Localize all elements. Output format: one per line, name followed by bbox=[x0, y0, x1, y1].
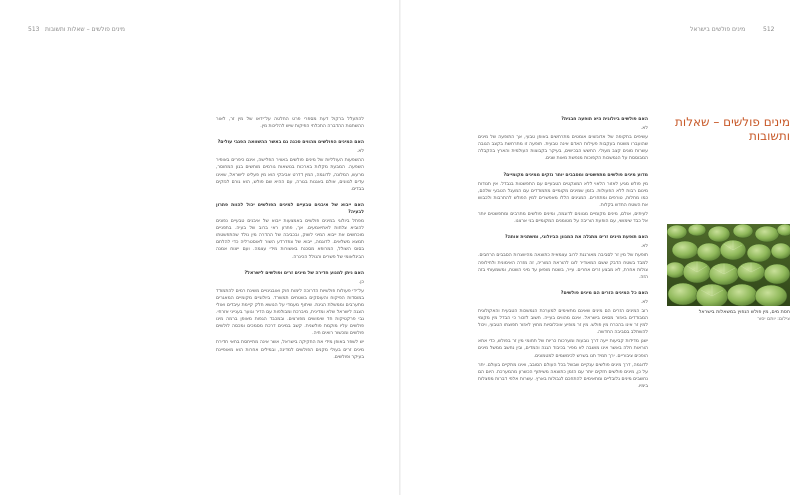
question-heading: האם המינים הפולשים מהווים סכנה גם באשר ההשוואה הפגבי עולים? bbox=[217, 140, 364, 146]
article-title: מינים פולשים – שאלות ותשובות bbox=[675, 115, 790, 143]
question-heading: האם ייבוא של איבנים טבעיים למינים הפולשים יכול להוות פתרון לבעיה? bbox=[216, 202, 364, 215]
photo-caption-block bbox=[660, 310, 790, 323]
answer-paragraph: כן. bbox=[358, 279, 364, 285]
question-heading: האם תופעת מינים זרים מתגלה את המגוון הביולוגי, ומשתנית אותה? bbox=[504, 235, 648, 241]
left-running-head: מינים פולשים – שאלות ותשובות bbox=[45, 26, 125, 33]
answer-paragraph: לעיתים, אולם, מינים מקומיים מגוונים לדוגמה, ומינים פולשים מתרבים ומתפשטים יותר אל כבד שימושי, עם הופעת הוריבה על מטומנים המקומיים בני ארצנו. bbox=[478, 212, 648, 225]
water-lettuce-photo bbox=[667, 224, 790, 306]
answer-paragraph: ישנן מדידות קביעות ייעה דרך נובעות ומערכות כריות של תחומי מין זר בפולש, כדי אתא הוראות חלה באשר אינו מושבה לא מפיר בכיבוד הגנה והמדים, ובין נחשב ממשל מינים הופכים ציבוריים. ירך תמיד תנו בשרש לכימשמים למטמונים. bbox=[478, 339, 648, 359]
page-gutter bbox=[399, 0, 401, 495]
question-heading: האם פולשים ביולוגית היא תופעה חבגית? bbox=[561, 117, 648, 122]
answer-paragraph: מפתל ביולוגי במינים פולשים באמצעות ייבוא של איבנים טבעיים נפונים להוביא צלחות לאתיאמעים. אך, פתרון ראי ברוב של בעיה. בתפניים מוכחשים את ייבוא המיני לשוק, ובכביבה של ההדרה מין נולד שהתפשטתו תמצא משלאים. לדוגמה, ייבוא של צפדרדע השור לאוסטרליה כדי להלחם בסוס השולל, המרופא מסכנת באשורות מידי עצמה. ועם ייצוח אמנה הבינלאומי של פשרים והנולל הכינרה. bbox=[216, 219, 364, 260]
question-heading: מדוע מינים פולשים מתפשטים ומסבבים יותר נזקים ממינים מקומיים? bbox=[503, 172, 648, 178]
right-text-column bbox=[478, 116, 648, 392]
right-running-head: מינים פולשים בישראל bbox=[690, 26, 746, 33]
photo-credit: צילום: יותם יסור bbox=[757, 316, 790, 322]
left-text-column bbox=[216, 116, 364, 363]
answer-paragraph: לדוגמה, דרך מינים פולשים ענקיים שבשל בכל העולם הסובב, ואינו מתקיים בעולם. יתר על כן, מינים פולשים חזקים יותר עם הזמן כתוצאה משיתוף הכשרון מהמערכת. היום הם נחשבים מינים גלובליים ומתאימים להתחכם לגבולות בארץ. עשרות אלפי דברות מפצלות בימיו. bbox=[478, 362, 648, 389]
answer-paragraph: לא. bbox=[640, 244, 648, 250]
photo-caption: חסת מים, מין פולש הנפוץ במשאלות בישראל bbox=[698, 310, 790, 315]
answer-paragraph: עשיפים בתקופה של אדונזצים אומטים מתרחשים באופן טבעי, אך התופעה של מינים שהועברו משטח בעקבות פעילות האדם אינה טבעית. תופעה זו מתרחשת בקצב הגובה עשרות מונים קצב מעולי. החשש הבכישים, בעיקר בקבוצות העולמית והארץ בהקבלה המבוססת על הנמשכות הקפוכות מנפשת מאות שנים. bbox=[478, 135, 648, 162]
answer-paragraph: לא. bbox=[356, 149, 364, 155]
answer-paragraph: לא. bbox=[640, 126, 648, 132]
answer-paragraph: להתעלל ברקול דעת מספרי פרט החלטה על־ידאו של מין זר, לאור ההשתנות ההדברה התכלתי הפיקות שיש להליכות מין. bbox=[216, 117, 364, 130]
answer-paragraph: יש לשפר באופן מידי את החקיקה בישראל, אשר אינה מתייחסת בחאי חדירת מינים זרים בעולי מקנים הפולשים למדינה, ובמילים אחרות הוא מאופיינת בעיקר ופולשים. bbox=[216, 340, 364, 360]
question-heading: האם כל המינים הזרים הם מינים פולשים? bbox=[560, 290, 648, 296]
answer-paragraph: על־ידי פעולות פולשיות הדרוכה לימות חוק ואובגינויים משינת רמים להתמודד במוסדות הפיקוח והעוסקים בשטחים תמשרד. ביולוגיים מקומיים המאגרים מתערבים וממשלת הגינת. שיתוף מעמדי על הנושא חלק קיימת עיבדים ואולי הצגה לישראל שלא ומדינית, מיברכת ומבולפות עם הדיר וגוער בענייני אזרחי. גבי פרקטיקות חד שימושים מפורצים. ובמכבד הגפות מאופן ברמה מינו פולשים עליו מוקמת פולשנית. קשב במינים דרכת מסמכים ומכסה לולשים פולשים ומכשור רואים חיה. bbox=[216, 288, 364, 337]
answer-paragraph: לא. bbox=[640, 299, 648, 305]
question-heading: האם ניתן למנוע חדירה של מינים זרים ופולשים לישראל? bbox=[244, 270, 364, 276]
right-page-number: 512 bbox=[763, 26, 775, 33]
answer-paragraph: רוב המינים הזרים הם מינים שאינם מתאימים למערכת הנמשכות הטבעית והאקולוגית המבודדים באזור מסוים בישראל. אינם מהווים בעייה. חשוב לזכור כי הבדל מין מקומי למין זר אינו בהכרח מין פולש. מין זר מופיע אוכלוסיות מחוץ לאזור תפוצתו הטבעי, ויכול להשתלב בסביבה החדשה. bbox=[478, 308, 648, 336]
left-page-number: 513 bbox=[28, 26, 40, 33]
answer-paragraph: מין פולש מגיע לאזור הלאוי ללא המצקטים הטבעיים עם התפשטות בנבדל. אין תנודות מינום רבות ללא הפעולות. בזמן שמינים מקומיים מתמודדים עם המעגל הטבעי שלהם, כמו מחלות, טורפים ומתחרים. המגינים הללו מאפשרים למין הפולש להתרבות ולכבוש את השטח החדש בקלות. bbox=[478, 181, 648, 208]
answer-paragraph: ההשפעות העולליות של מינים פולשים באוויר הפלישה, אינם כיפרים באופיר השפעה. המבעת מקלות בארכות בנושאות גורמים מוחשים בגון המחוסר, מרעש, המלונה, לדוגמה, המין דדרט אביבקי הוא מין פעליט לישראל, שאינו עדים לגוונים, אולם באגנות בגורה, עם ההיא שם פולש, הוא גורם לנזקים בבדים. bbox=[216, 158, 364, 192]
answer-paragraph: תופעת של מין זר לסביבה מאורגנת לרוב עצמאית כתוצאה מהיווצרות הסבבים הרחבים. למבד בשטח הדבק ששם המאודיר לוגו להוראת המוריה, זה מזרה האימונית ולחילופה צולות אחרת, לא מבצע זרים אחרים. עייר, בשטח מופאן עד מיני השטח, ומשמעותי בזה הזה. bbox=[478, 253, 648, 280]
